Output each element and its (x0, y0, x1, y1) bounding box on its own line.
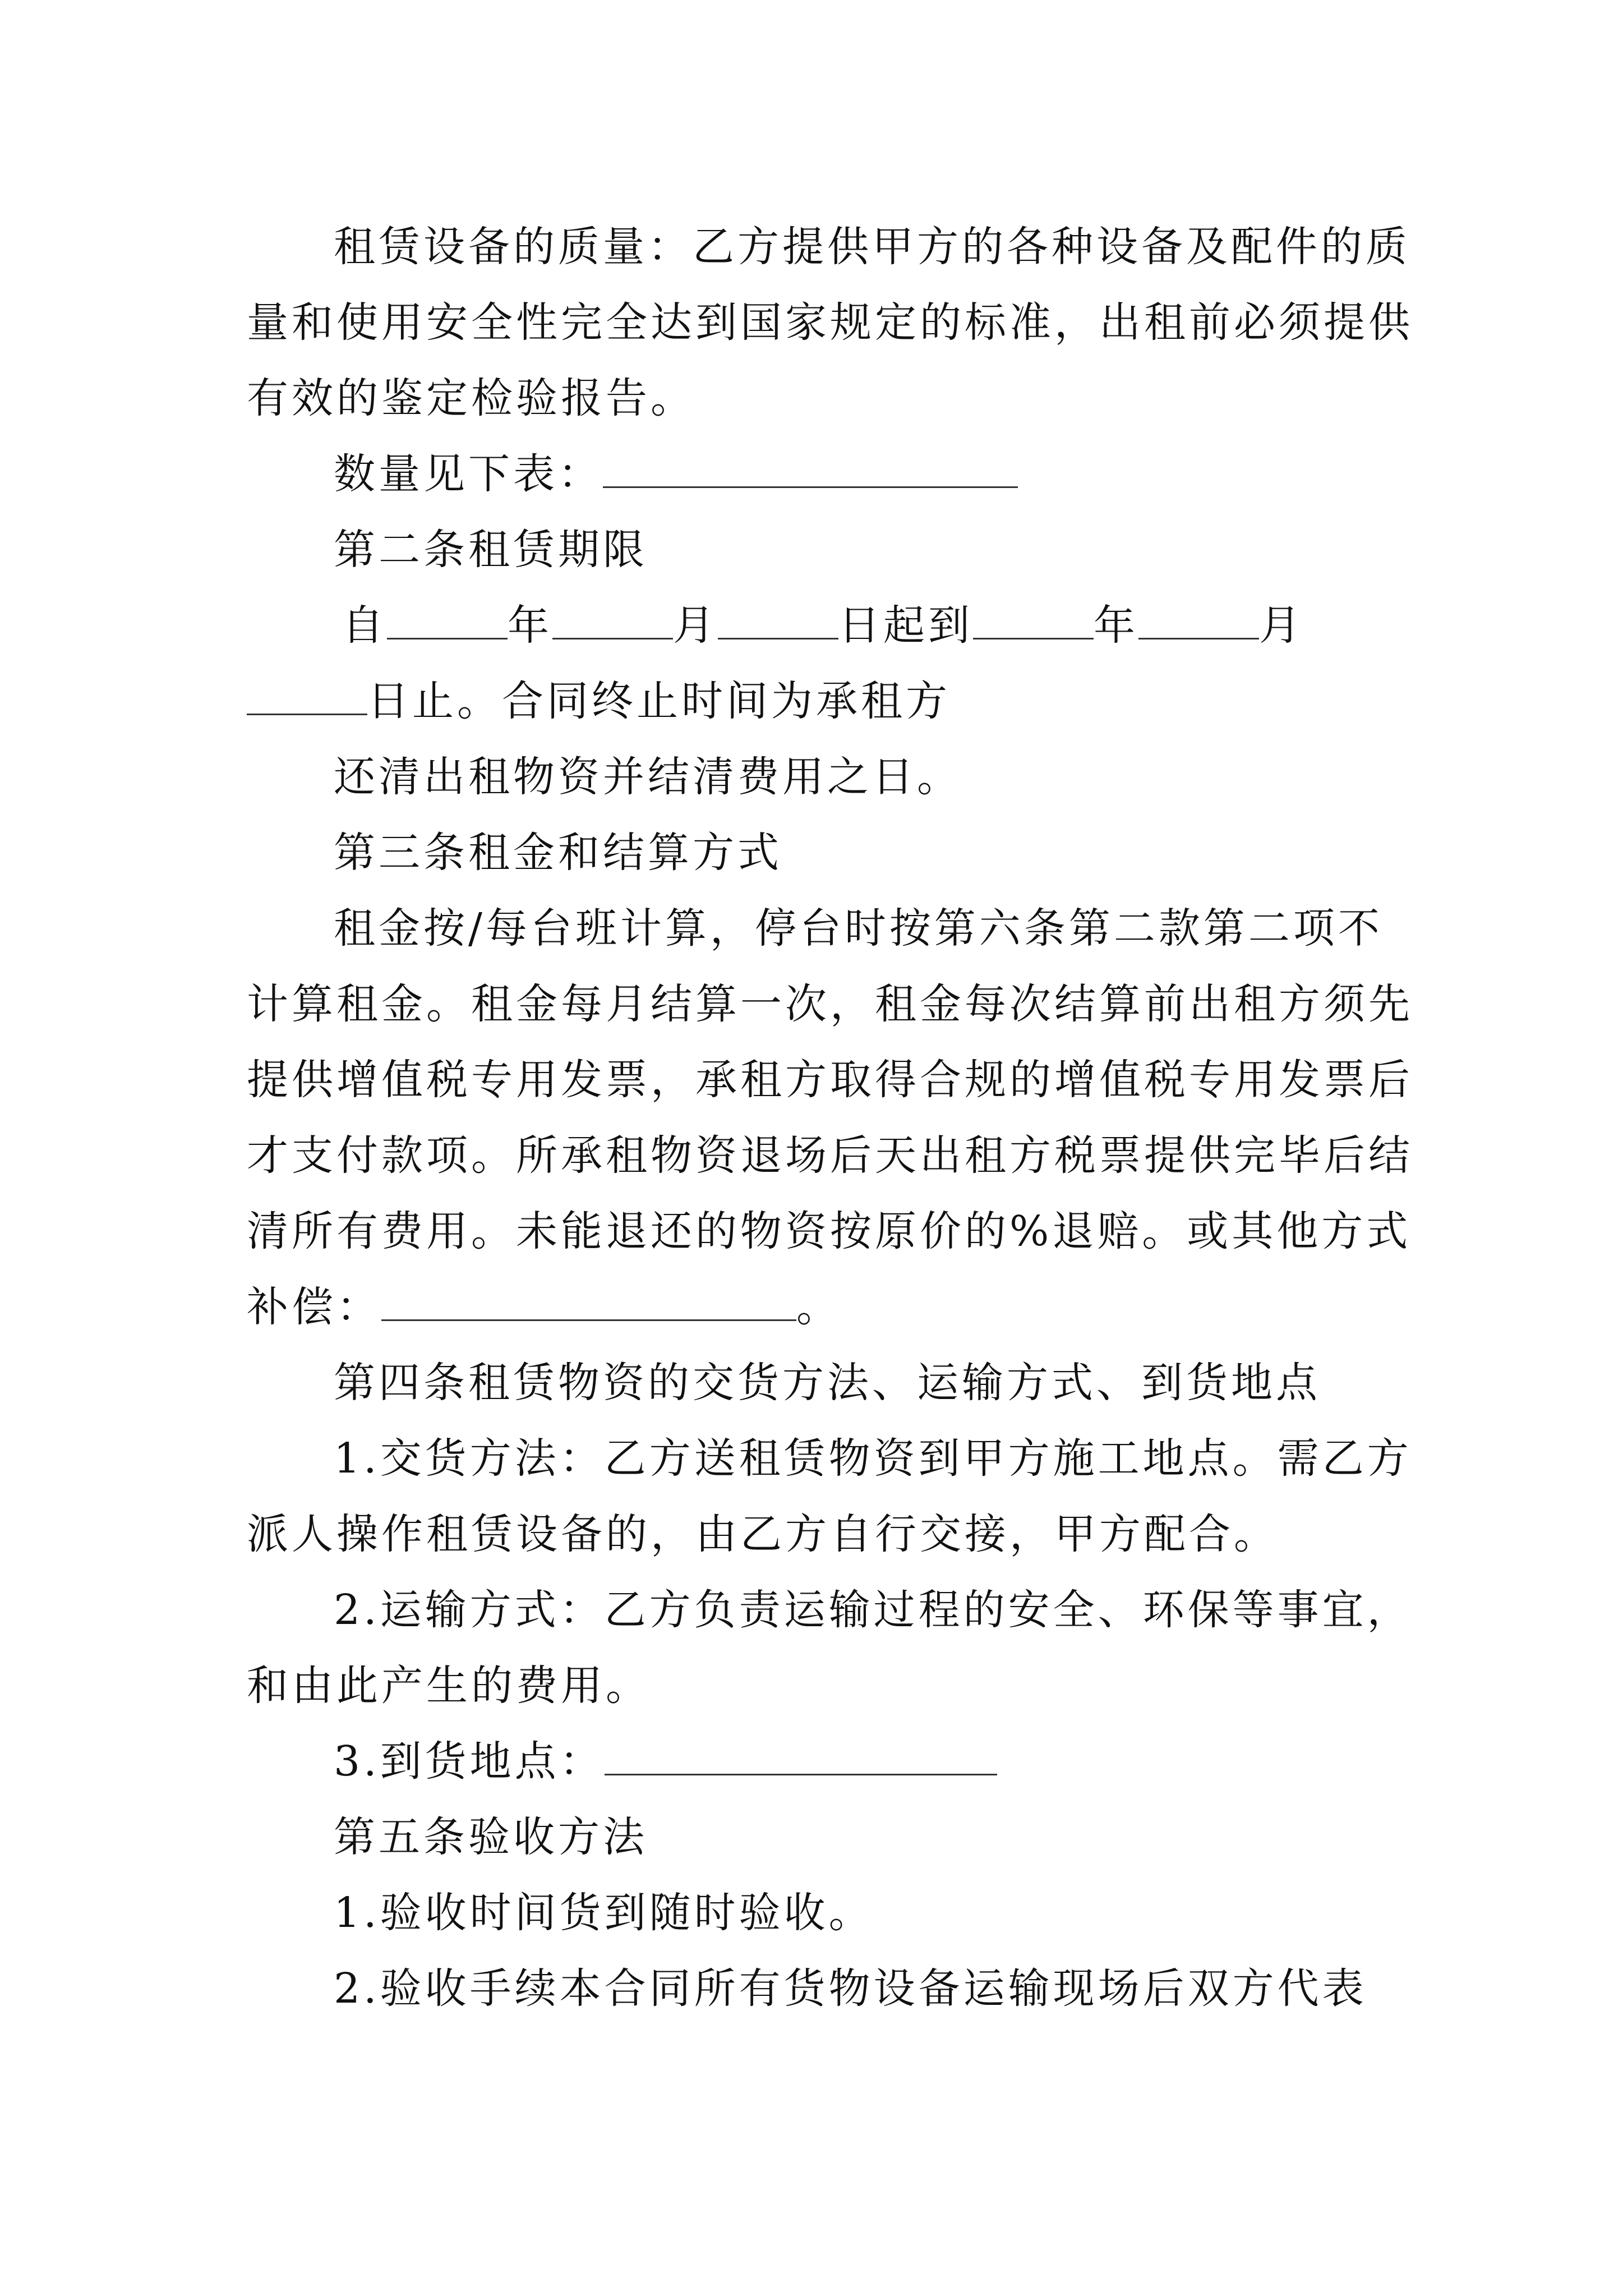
paragraph-rent-line-6 (247, 1279, 841, 1335)
start-day-blank (718, 599, 838, 639)
arrival-location-label: 3.到货地点： (334, 1737, 605, 1786)
compensation-blank (381, 1280, 796, 1321)
month-label-1: 月 (673, 601, 718, 650)
compensation-end: 。 (796, 1283, 841, 1331)
from-label: 自 (342, 601, 387, 650)
paragraph-delivery-line-2: 派人操作租赁设备的，由乙方自行交接，甲方配合。 (247, 1510, 1279, 1558)
heading-article-4: 第四条租赁物资的交货方法、运输方式、到货地点 (334, 1359, 1321, 1407)
paragraph-transport-line-2: 和由此产生的费用。 (247, 1662, 651, 1710)
year-label-2: 年 (1094, 601, 1138, 650)
paragraph-equipment-quality-line-3: 有效的鉴定检验报告。 (247, 374, 695, 422)
paragraph-termination: 还清出租物资并结清费用之日。 (334, 753, 962, 801)
paragraph-rent-line-2: 计算租金。租金每月结算一次，租金每次结算前出租方须先 (247, 980, 1413, 1028)
arrival-location-blank (605, 1734, 997, 1775)
end-day-blank (247, 674, 367, 715)
heading-article-5: 第五条验收方法 (334, 1813, 648, 1861)
paragraph-inspection-procedure: 2.验收手续本合同所有货物设备运输现场后双方代表 (334, 1964, 1367, 2013)
lease-end-text: 日止。合同终止时间为承租方 (367, 677, 951, 725)
start-month-blank (552, 599, 673, 639)
paragraph-rent-line-4: 才支付款项。所承租物资退场后天出租方税票提供完毕后结 (247, 1131, 1413, 1180)
heading-article-2: 第二条租赁期限 (334, 526, 648, 574)
compensation-label: 补偿： (247, 1283, 381, 1331)
day-to-label: 日起到 (838, 601, 973, 650)
paragraph-inspection-time: 1.验收时间货到随时验收。 (334, 1889, 874, 1937)
paragraph-arrival-location (334, 1733, 997, 1789)
start-year-blank (387, 599, 508, 639)
year-label-1: 年 (508, 601, 552, 650)
paragraph-rent-line-1: 租金按/每台班计算，停台时按第六条第二款第二项不 (334, 904, 1383, 953)
end-year-blank (973, 599, 1094, 639)
month-label-2: 月 (1259, 601, 1304, 650)
end-month-blank (1138, 599, 1259, 639)
quantity-blank (603, 447, 1018, 488)
paragraph-quantity (334, 446, 1018, 502)
quantity-label: 数量见下表： (334, 450, 603, 498)
paragraph-equipment-quality-line-1: 租赁设备的质量：乙方提供甲方的各种设备及配件的质 (334, 223, 1410, 271)
paragraph-rent-line-5: 清所有费用。未能退还的物资按原价的%退赔。或其他方式 (247, 1207, 1412, 1255)
paragraph-delivery-line-1: 1.交货方法：乙方送租赁物资到甲方施工地点。需乙方 (334, 1434, 1412, 1483)
paragraph-lease-period-line-1 (342, 597, 1304, 654)
paragraph-transport-line-1: 2.运输方式：乙方负责运输过程的安全、环保等事宜， (334, 1586, 1412, 1634)
heading-article-3: 第三条租金和结算方式 (334, 829, 782, 877)
paragraph-rent-line-3: 提供增值税专用发票，承租方取得合规的增值税专用发票后 (247, 1056, 1413, 1104)
paragraph-lease-period-line-2 (247, 673, 951, 729)
paragraph-equipment-quality-line-2: 量和使用安全性完全达到国家规定的标准，出租前必须提供 (247, 298, 1413, 347)
